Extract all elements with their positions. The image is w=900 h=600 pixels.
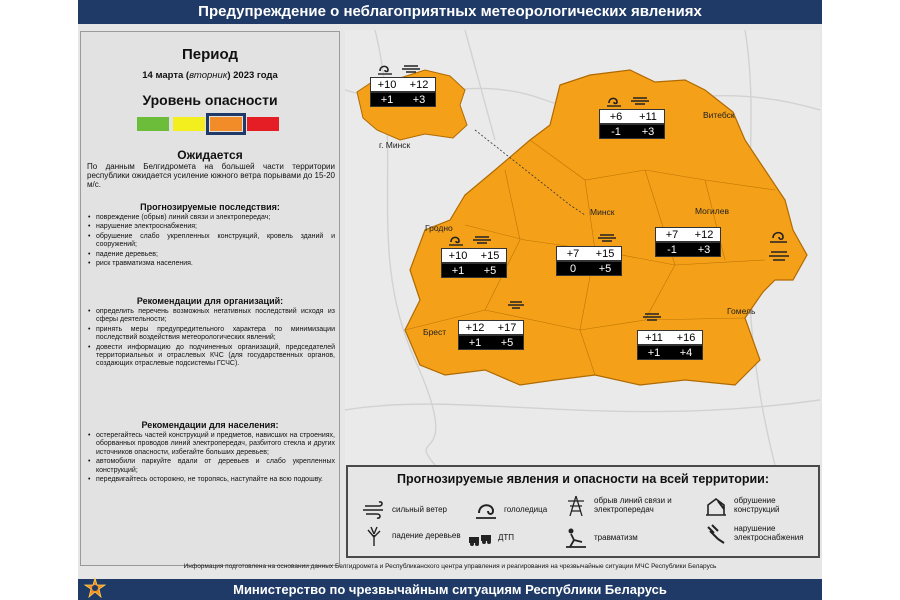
- forecast-gomel: [637, 330, 703, 360]
- temp-day-min: +1: [380, 94, 394, 106]
- temp-night-min: +7: [566, 248, 580, 260]
- list-item: • нарушение электроснабжения;: [87, 223, 335, 231]
- list-item: • риск травматизма населения.: [87, 260, 335, 268]
- ice-wind-icons-mogilev: [765, 228, 797, 266]
- period-date: 14 марта (вторник) 2023 года: [142, 70, 278, 81]
- temp-day-min: -1: [667, 244, 677, 256]
- temp-day-min: 0: [569, 263, 577, 275]
- period-title: Период: [182, 46, 238, 63]
- mchs-emblem-icon: [84, 577, 106, 599]
- temp-day-min: +1: [468, 337, 482, 349]
- forecast-minsk: [556, 246, 622, 276]
- temp-day-max: +3: [697, 244, 711, 256]
- legend-item-traffic: [468, 527, 514, 549]
- temp-night-min: +12: [465, 322, 485, 334]
- period-year: 2023 года: [233, 70, 278, 81]
- forecast-grodno: [441, 248, 507, 278]
- ice-icon: [474, 499, 498, 521]
- legend-label: сильный ветер: [392, 504, 447, 514]
- consequences-title: Прогнозируемые последствия:: [140, 202, 280, 212]
- legend: [346, 465, 820, 558]
- temp-night-max: +12: [694, 229, 714, 241]
- temp-night-min: +10: [448, 250, 468, 262]
- ice-wind-icons: [447, 233, 507, 247]
- list-item: • передвигайтесь осторожно, не торопясь, наступайте на всю подошву.: [87, 476, 335, 484]
- temp-day-max: +4: [679, 347, 693, 359]
- info-panel: [80, 31, 340, 566]
- danger-level-orange-selected: [210, 117, 242, 131]
- list-item: • определить перечень возможных негативных последствий исходя из сферы деятельности;: [87, 308, 335, 325]
- legend-label: падение деревьев: [392, 530, 461, 540]
- forecast-brest: [458, 320, 524, 350]
- list-item: • повреждение (обрыв) линий связи и электропередач;: [87, 214, 335, 222]
- legend-label: нарушение электроснабжения: [734, 524, 804, 542]
- belarus-map: [345, 30, 820, 465]
- forecast-day-row: [637, 345, 703, 360]
- injury-icon: [564, 527, 588, 549]
- danger-level-green: [137, 117, 169, 131]
- temp-night-max: +11: [639, 111, 657, 123]
- forecast-night-row: [370, 77, 436, 92]
- wind-icon: [643, 310, 703, 324]
- city-label-brest: Брест: [423, 327, 447, 337]
- list-item: • автомобили паркуйте вдали от деревьев и слабо укрепленных конструкций;: [87, 458, 335, 475]
- temp-day-min: +1: [451, 265, 465, 277]
- legend-item-wind: [362, 499, 447, 521]
- city-label-minsk: Минск: [590, 207, 615, 217]
- legend-label: обрушение конструкций: [734, 496, 780, 514]
- forecast-mogilev: [655, 227, 721, 257]
- temp-night-min: +10: [377, 79, 397, 91]
- temp-day-min: +1: [647, 347, 661, 359]
- forecast-day-row: [458, 335, 524, 350]
- car-crash-icon: [468, 527, 492, 549]
- danger-level-red: [247, 117, 279, 131]
- legend-label: обрыв линий связи и электропередач: [594, 496, 672, 514]
- legend-label: травматизм: [594, 532, 638, 542]
- page-title: Предупреждение о неблагоприятных метеорологических явлениях: [78, 0, 822, 24]
- wind-icon: [464, 298, 524, 312]
- org-recommendations-title: Рекомендации для организаций:: [136, 296, 284, 306]
- danger-level-yellow: [173, 117, 205, 131]
- legend-item-power-outage: [704, 523, 819, 545]
- temp-day-max: +5: [598, 263, 612, 275]
- temp-day-min: -1: [611, 126, 621, 138]
- pop-recommendations-list: [87, 432, 335, 485]
- legend-label: гололедица: [504, 504, 548, 514]
- period-weekday: вторник: [189, 70, 228, 81]
- forecast-vitebsk: [599, 109, 665, 139]
- legend-title: Прогнозируемые явления и опасности на всей территории:: [396, 472, 769, 486]
- wind-icon: [362, 499, 386, 521]
- consequences-list: [87, 214, 335, 269]
- legend-label: ДТП: [498, 532, 515, 542]
- forecast-day-row: [655, 242, 721, 257]
- city-label-grodno: Гродно: [425, 223, 453, 233]
- danger-level-title: Уровень опасности: [142, 92, 278, 108]
- city-label-minsk-city: г. Минск: [379, 140, 411, 150]
- temp-day-max: +3: [641, 126, 655, 138]
- plug-icon: [704, 523, 728, 545]
- wind-icon: [562, 231, 622, 245]
- city-label-vitebsk: Витебск: [703, 110, 735, 120]
- list-item: • остерегайтесь частей конструкций и предметов, нависших на строениях, оборванных проводов линий электропередач, разбитого стекла и других источников опасности, избегайте больших деревьев;: [87, 432, 335, 457]
- forecast-night-row: [458, 320, 524, 335]
- pop-recommendations-title: Рекомендации для населения:: [141, 420, 279, 430]
- temp-day-max: +5: [483, 265, 497, 277]
- temp-day-max: +3: [412, 94, 426, 106]
- forecast-day-row: [370, 92, 436, 107]
- list-item: • довести информацию до подчиненных организаций, председателей территориальных и отраслевых КЧС (для государственных органов, создающих отраслевые подсистемы ГСЧС).: [87, 344, 335, 369]
- temp-night-max: +15: [480, 250, 500, 262]
- list-item: • принять меры предупредительного характера по минимизации последствий воздействия метеорологических явлений;: [87, 326, 335, 343]
- ice-wind-icons: [376, 62, 436, 76]
- legend-item-ice: [474, 499, 547, 521]
- footer-note: Информация подготовлена на основании данных Белгидромета и Республиканского центра управления и реагирования на чрезвычайные ситуации МЧС Республики Беларусь: [183, 563, 717, 570]
- temp-day-max: +5: [500, 337, 514, 349]
- list-item: • обрушение слабо укрепленных конструкций, кровель зданий и сооружений;: [87, 233, 335, 250]
- forecast-night-row: [599, 109, 665, 124]
- list-item: • падение деревьев;: [87, 251, 335, 259]
- power-line-icon: [564, 495, 588, 517]
- legend-item-injury: [564, 527, 638, 549]
- expected-text: По данным Белгидромета на большей части территории республики ожидается усиление южного ветра порывами до 15-20 м/с.: [87, 162, 335, 190]
- collapse-icon: [704, 495, 728, 517]
- temp-night-min: +6: [609, 111, 623, 123]
- forecast-night-row: [655, 227, 721, 242]
- temp-night-min: +11: [645, 332, 663, 344]
- temp-night-max: +16: [676, 332, 696, 344]
- temp-night-min: +7: [665, 229, 679, 241]
- temp-night-max: +17: [497, 322, 517, 334]
- forecast-day-row: [441, 263, 507, 278]
- forecast-night-row: [556, 246, 622, 261]
- city-label-mogilev: Могилев: [695, 206, 729, 216]
- forecast-day-row: [599, 124, 665, 139]
- org-recommendations-list: [87, 308, 335, 370]
- legend-item-trees: [362, 525, 462, 547]
- temp-night-max: +12: [409, 79, 429, 91]
- city-label-gomel: Гомель: [727, 306, 756, 316]
- forecast-day-row: [556, 261, 622, 276]
- legend-item-power-lines: [564, 495, 694, 517]
- ice-wind-icons: [605, 94, 665, 108]
- period-day: 14 марта: [142, 70, 184, 81]
- tree-icon: [362, 525, 386, 547]
- temp-night-max: +15: [595, 248, 615, 260]
- forecast-night-row: [637, 330, 703, 345]
- legend-item-collapse: [704, 495, 814, 517]
- ministry-banner: Министерство по чрезвычайным ситуациям Республики Беларусь: [78, 579, 822, 600]
- expected-title: Ожидается: [177, 148, 243, 162]
- forecast-minsk-city: [370, 77, 436, 107]
- forecast-night-row: [441, 248, 507, 263]
